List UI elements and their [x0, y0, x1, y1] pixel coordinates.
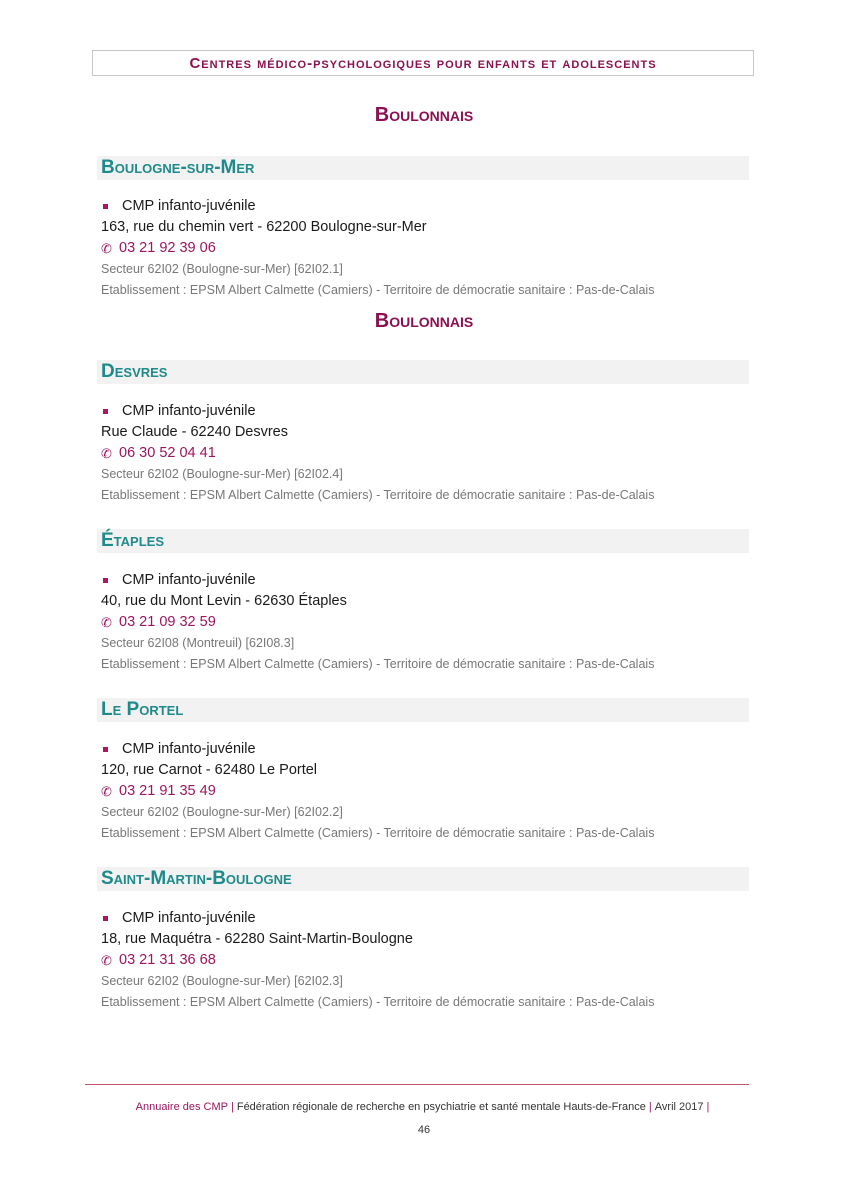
- cmp-type: CMP infanto-juvénile: [122, 403, 256, 419]
- phone-icon: ✆: [101, 446, 112, 461]
- cmp-address: Rue Claude - 62240 Desvres: [101, 424, 288, 440]
- footer-separator: |: [706, 1101, 710, 1113]
- sector-info: Secteur 62I08 (Montreuil) [62I08.3]: [101, 636, 295, 650]
- city-header-saint-martin-boulogne: [97, 867, 749, 891]
- cmp-entry: [101, 196, 751, 301]
- footer-annuaire: Annuaire des CMP: [135, 1101, 228, 1113]
- phone-number[interactable]: 06 30 52 04 41: [119, 445, 216, 461]
- footer-federation: Fédération régionale de recherche en psychiatrie et santé mentale Hauts-de-France: [236, 1101, 646, 1113]
- square-bullet-icon: [103, 578, 108, 583]
- square-bullet-icon: [103, 916, 108, 921]
- cmp-address: 163, rue du chemin vert - 62200 Boulogne-sur-Mer: [101, 219, 427, 235]
- phone-icon: ✆: [101, 615, 112, 630]
- footer-separator: |: [230, 1101, 234, 1113]
- city-title: Desvres: [101, 361, 168, 382]
- cmp-address: 120, rue Carnot - 62480 Le Portel: [101, 762, 318, 778]
- cmp-entry: [101, 739, 751, 844]
- etablissement-info: Etablissement : EPSM Albert Calmette (Camiers) - Territoire de démocratie sanitaire : Pas-de-Calais: [101, 488, 655, 502]
- city-title: Saint-Martin-Boulogne: [101, 868, 292, 889]
- cmp-address: 40, rue du Mont Levin - 62630 Étaples: [101, 593, 347, 609]
- city-title: Étaples: [101, 530, 164, 551]
- cmp-type: CMP infanto-juvénile: [122, 910, 256, 926]
- sector-info: Secteur 62I02 (Boulogne-sur-Mer) [62I02.1]: [101, 262, 343, 276]
- phone-icon: ✆: [101, 953, 112, 968]
- cmp-type: CMP infanto-juvénile: [122, 198, 256, 214]
- cmp-entry: [101, 570, 751, 675]
- phone-number[interactable]: 03 21 92 39 06: [119, 240, 216, 256]
- page-number: 46: [417, 1124, 431, 1136]
- city-header-desvres: [97, 360, 749, 384]
- phone-icon: ✆: [101, 784, 112, 799]
- square-bullet-icon: [103, 204, 108, 209]
- etablissement-info: Etablissement : EPSM Albert Calmette (Camiers) - Territoire de démocratie sanitaire : Pas-de-Calais: [101, 657, 655, 671]
- region-title: Boulonnais: [374, 104, 474, 126]
- document-title: Centres médico-psychologiques pour enfants et adolescents: [189, 54, 657, 72]
- sector-info: Secteur 62I02 (Boulogne-sur-Mer) [62I02.3]: [101, 974, 343, 988]
- square-bullet-icon: [103, 747, 108, 752]
- phone-number[interactable]: 03 21 09 32 59: [119, 614, 216, 630]
- cmp-address: 18, rue Maquétra - 62280 Saint-Martin-Boulogne: [101, 931, 413, 947]
- city-title: Boulogne-sur-Mer: [101, 157, 255, 178]
- footer-divider: [85, 1084, 749, 1085]
- etablissement-info: Etablissement : EPSM Albert Calmette (Camiers) - Territoire de démocratie sanitaire : Pas-de-Calais: [101, 995, 655, 1009]
- cmp-entry: [101, 401, 751, 506]
- region-title: Boulonnais: [374, 310, 474, 332]
- etablissement-info: Etablissement : EPSM Albert Calmette (Camiers) - Territoire de démocratie sanitaire : Pas-de-Calais: [101, 283, 655, 297]
- city-header-le-portel: [97, 698, 749, 722]
- footer-separator: |: [648, 1101, 652, 1113]
- city-header-boulogne: [97, 156, 749, 180]
- sector-info: Secteur 62I02 (Boulogne-sur-Mer) [62I02.4]: [101, 467, 343, 481]
- cmp-entry: [101, 908, 751, 1013]
- page-footer: [0, 1101, 848, 1113]
- phone-number[interactable]: 03 21 91 35 49: [119, 783, 216, 799]
- phone-icon: ✆: [101, 241, 112, 256]
- city-header-etaples: [97, 529, 749, 553]
- city-title: Le Portel: [101, 699, 184, 720]
- footer-date: Avril 2017: [654, 1101, 704, 1113]
- cmp-type: CMP infanto-juvénile: [122, 741, 256, 757]
- phone-number[interactable]: 03 21 31 36 68: [119, 952, 216, 968]
- square-bullet-icon: [103, 409, 108, 414]
- cmp-type: CMP infanto-juvénile: [122, 572, 256, 588]
- sector-info: Secteur 62I02 (Boulogne-sur-Mer) [62I02.2]: [101, 805, 343, 819]
- etablissement-info: Etablissement : EPSM Albert Calmette (Camiers) - Territoire de démocratie sanitaire : Pas-de-Calais: [101, 826, 655, 840]
- document-header: [92, 50, 754, 76]
